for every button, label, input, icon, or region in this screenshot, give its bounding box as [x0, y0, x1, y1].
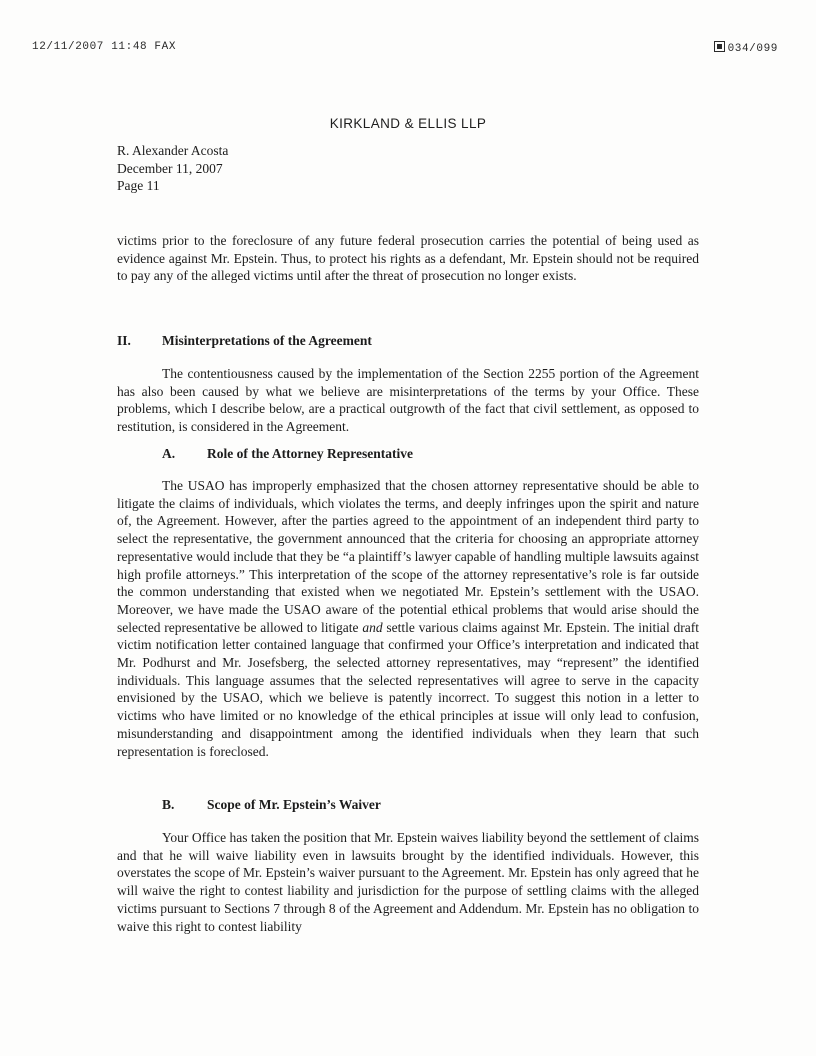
paragraph-a-part2: settle various claims against Mr. Epstein. The initial draft victim notification letter contained language that confirmed your Office’s interpretation and indicated that Mr. Podhurst and Mr. Josefsberg, the selected attorney representatives, may “represent” the identified individuals. This language assumes that the selected representatives will agree to serve in the capacity envisioned by the USAO, which we believe is patently incorrect. To suggest this notion in a letter to victims who have limited or no knowledge of the ethical principles at issue will only lead to confusion, misunderstanding and disappointment among the identified individuals when they learn that such representation is foreclosed. [117, 619, 699, 759]
subsection-letter: B. [162, 797, 175, 812]
fax-checkbox-icon [714, 41, 725, 52]
paragraph-a-part1: The USAO has improperly emphasized that the chosen attorney representative should be able to litigate the claims of individuals, which violates the terms, and deeply infringes upon the spirit and nature of, the Agreement. However, after the parties agreed to the appointment of an independent third party to select the representative, the government announced that the criteria for choosing an appropriate attorney representative would include that they be “a plaintiff’s lawyer capable of handling multiple lawsuits against high profile attorneys.” This interpretation of the scope of the attorney representative’s role is far outside the common understanding that existed when we negotiated Mr. Epstein’s settlement with the USAO. Moreover, we have made the USAO aware of the potential ethical problems that would arise should the selected representative be allowed to litigate [117, 478, 699, 635]
recipient-name: R. Alexander Acosta [117, 143, 229, 158]
letterhead-firm-name: KIRKLAND & ELLIS LLP [329, 116, 487, 131]
fax-header [32, 41, 778, 57]
subsection-title: Scope of Mr. Epstein’s Waiver [207, 797, 381, 812]
section-title: Misinterpretations of the Agreement [162, 333, 372, 348]
fax-page-number: 034/099 [727, 43, 778, 55]
fax-page-counter [714, 41, 778, 55]
page-number: Page 11 [117, 178, 160, 193]
emphasis-and: and [362, 619, 383, 635]
address-block [117, 142, 228, 195]
subsection-b-paragraph: Your Office has taken the position that Mr. Epstein waives liability beyond the settlement of claims and that he will waive liability even in lawsuits brought by the identified individuals. However, this overstates the scope of Mr. Epstein’s waiver pursuant to the Agreement. Mr. Epstein has only agreed that he will waive the right to contest liability and jurisdiction for the purpose of settling claims with the alleged victims pursuant to Sections 7 through 8 of the Agreement and Addendum. Mr. Epstein has no obligation to waive this right to contest liability [117, 830, 699, 934]
subsection-title: Role of the Attorney Representative [207, 446, 413, 461]
subsection-heading-a [162, 446, 413, 462]
letter-date: December 11, 2007 [117, 160, 223, 176]
section-heading-ii [117, 333, 372, 349]
fax-timestamp: 12/11/2007 11:48 FAX [32, 41, 177, 53]
subsection-a-paragraph [117, 477, 699, 760]
continuation-paragraph: victims prior to the foreclosure of any future federal prosecution carries the potential of being used as evidence against Mr. Epstein. Thus, to protect his rights as a defendant, Mr. Epstein should not be required to pay any of the alleged victims until after the threat of prosecution no longer exists. [117, 233, 699, 284]
subsection-heading-b [162, 797, 381, 813]
section-number: II. [117, 333, 131, 348]
subsection-letter: A. [162, 446, 176, 461]
section-ii-paragraph: The contentiousness caused by the implementation of the Section 2255 portion of the Agreement has also been caused by what we believe are misinterpretations of the terms by your Office. These problems, which I describe below, are a practical outgrowth of the fact that civil settlement, as opposed to restitution, is considered in the Agreement. [117, 366, 699, 435]
